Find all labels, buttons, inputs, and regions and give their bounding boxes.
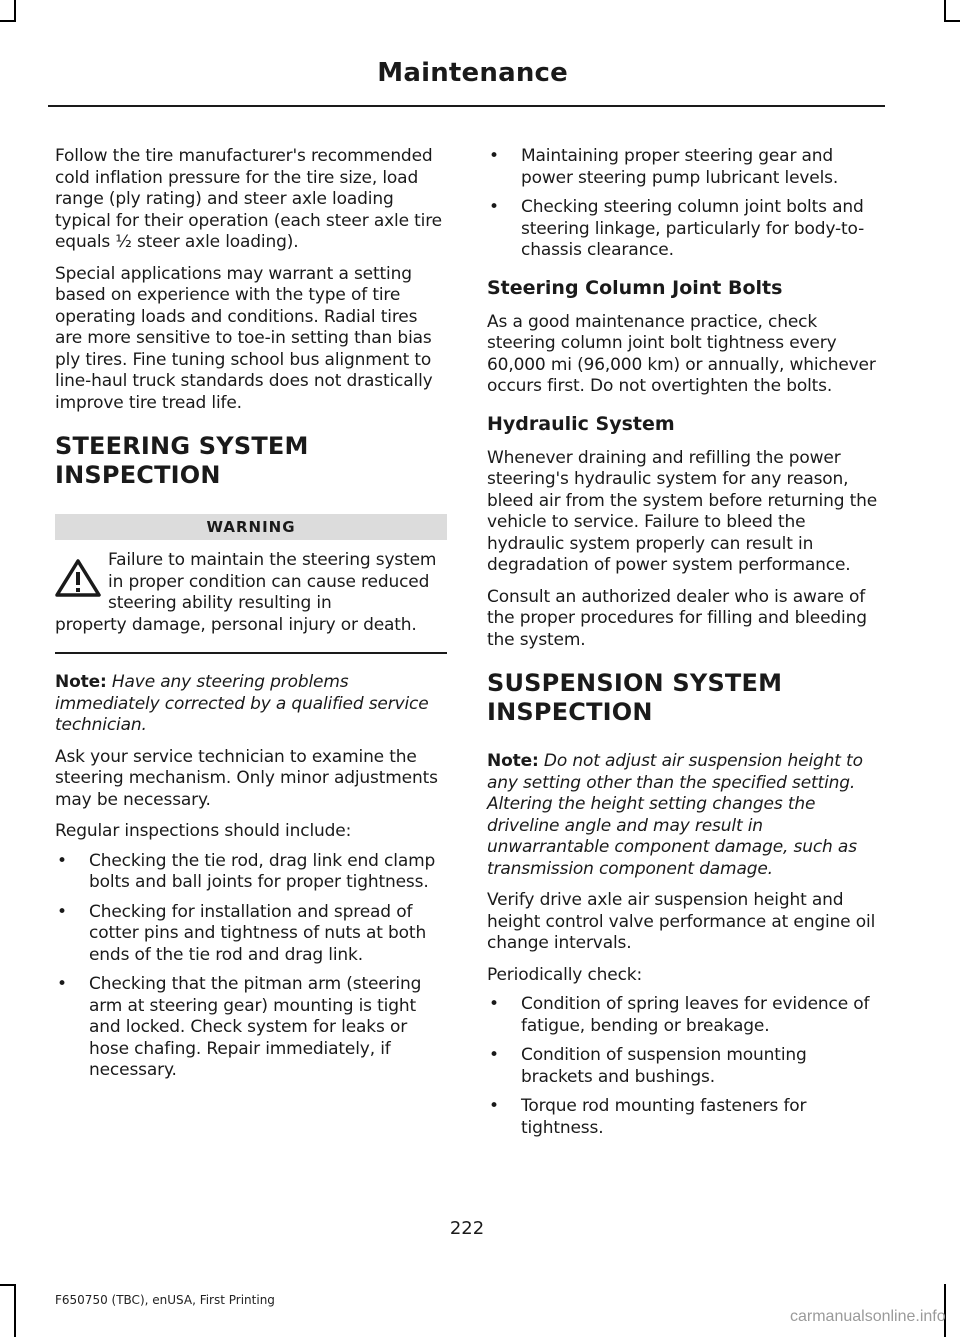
paragraph-joint-bolts: As a good maintenance practice, check steering column joint bolt tightness every 60,000 mi (96,000 km) or annually, whichever occurs first. Do not overtighten the bolts. — [487, 311, 876, 396]
warning-triangle-icon — [55, 558, 101, 598]
page-number: 222 — [449, 1218, 485, 1239]
list-item: • Checking steering column joint bolts and steering linkage, particularly for body-to-chassis clearance. — [487, 197, 879, 262]
paragraph-verify-suspension: Verify drive axle air suspension height and height control valve performance at engine oil change intervals. — [487, 890, 876, 953]
note-label: Note: — [487, 751, 539, 771]
list-item: • Condition of suspension mounting brackets and bushings. — [487, 1045, 879, 1088]
right-column — [487, 146, 879, 1149]
print-footer: F650750 (TBC), enUSA, First Printing — [55, 1293, 275, 1307]
note-text: Have any steering problems immediately corrected by a qualified service technician. — [55, 672, 429, 735]
watermark: carmanualsonline.info — [790, 1308, 946, 1325]
warning-label: WARNING — [55, 514, 447, 540]
warning-box — [55, 550, 447, 636]
heading-line: INSPECTION — [487, 698, 653, 726]
crop-mark — [14, 1284, 16, 1337]
heading-line: SUSPENSION SYSTEM — [487, 669, 783, 697]
list-item: • Checking the tie rod, drag link end clamp bolts and ball joints for proper tightness. — [55, 851, 447, 894]
crop-mark — [944, 0, 946, 22]
subheading-joint-bolts: Steering Column Joint Bolts — [487, 276, 783, 299]
list-item: • Checking for installation and spread of cotter pins and tightness of nuts at both ends of the tie rod and drag link. — [55, 902, 447, 967]
crop-mark — [0, 1284, 16, 1286]
crop-mark — [0, 20, 16, 22]
steering-inspection-list — [55, 851, 447, 1082]
paragraph-hydraulic-dealer: Consult an authorized dealer who is aware of the proper procedures for filling and bleeding the system. — [487, 586, 867, 650]
note-steering — [55, 672, 447, 737]
left-column — [55, 146, 447, 1092]
list-item: • Checking that the pitman arm (steering arm at steering gear) mounting is tight and locked. Check system for leaks or hose chafing. Repair immediately, if necessary. — [55, 974, 447, 1082]
paragraph-periodically-check: Periodically check: — [487, 964, 643, 985]
section-heading-suspension — [487, 669, 879, 727]
warning-text — [55, 550, 447, 636]
note-text: Do not adjust air suspension height to any setting other than the specified setting. Altering the height setting changes the driveline angle and may result in unwarrantable component damage, such as transmission component damage. — [487, 751, 863, 879]
page-header-title: Maintenance — [377, 58, 568, 88]
list-item: • Condition of spring leaves for evidence of fatigue, bending or breakage. — [487, 994, 879, 1037]
suspension-check-list — [487, 994, 879, 1139]
paragraph-hydraulic-bleed: Whenever draining and refilling the power steering's hydraulic system for any reason, bleed air from the system before returning the vehicle to service. Failure to bleed the hydraulic system properly can result in degradation of power system performance. — [487, 447, 878, 575]
crop-mark — [944, 20, 960, 22]
warning-text-full: property damage, personal injury or death. — [55, 614, 417, 635]
header-divider — [48, 105, 885, 107]
crop-mark — [14, 0, 16, 22]
paragraph-service-technician: Ask your service technician to examine the steering mechanism. Only minor adjustments may be necessary. — [55, 746, 438, 810]
list-item: • Maintaining proper steering gear and power steering pump lubricant levels. — [487, 146, 879, 189]
section-heading-steering — [55, 432, 447, 490]
heading-line: INSPECTION — [55, 461, 221, 489]
warning-text-indented: Failure to maintain the steering system in proper condition can cause reduced steering ability resulting in — [108, 550, 437, 613]
heading-line: STEERING SYSTEM — [55, 432, 309, 460]
paragraph-special-applications: Special applications may warrant a setting based on experience with the type of tire operating loads and conditions. Radial tires are more sensitive to toe-in setting than bias ply tires. Fine tuning school bus alignment to line-haul truck standards does not drastically improve tire tread life. — [55, 263, 433, 413]
warning-divider — [55, 652, 447, 654]
paragraph-inflation: Follow the tire manufacturer's recommended cold inflation pressure for the tire size, load range (ply rating) and steer axle loading typical for their operation (each steer axle tire equals ½ steer axle loading). — [55, 146, 442, 252]
list-item: • Torque rod mounting fasteners for tightness. — [487, 1096, 879, 1139]
subheading-hydraulic: Hydraulic System — [487, 412, 675, 435]
note-suspension — [487, 751, 879, 880]
note-label: Note: — [55, 672, 107, 692]
paragraph-regular-inspections: Regular inspections should include: — [55, 821, 352, 841]
steering-inspection-list-continued — [487, 146, 879, 262]
